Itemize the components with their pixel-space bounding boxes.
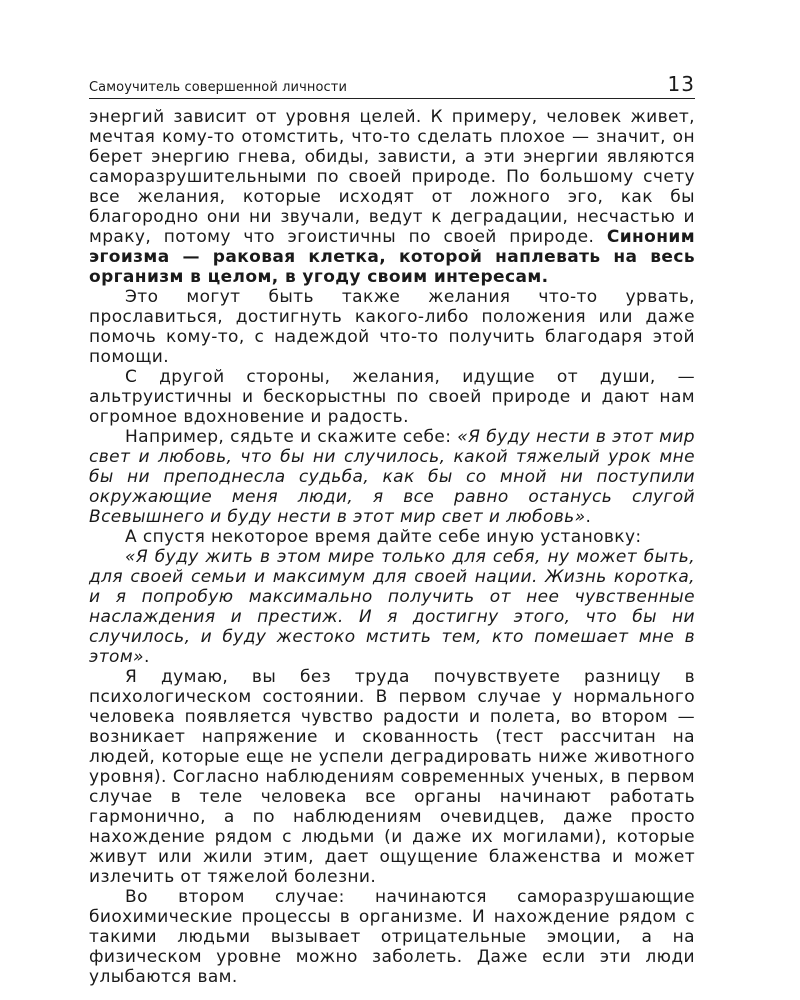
paragraph: [89, 547, 695, 667]
paragraph: [89, 367, 695, 427]
paragraph-text: С другой стороны, желания, идущие от души, — альтруистичны и бескорыстны по своей природе и дают нам огромное вдохновение и радость.: [89, 367, 695, 427]
paragraph: [89, 527, 695, 547]
paragraph-text: Во втором случае: начинаются саморазрушающие биохимические процессы в организме. И нахождение рядом с такими людьми вызывает отрицательные эмоции, а на физическом уровне можно заболеть. Даже если эти люди улыбаются вам.: [89, 887, 695, 987]
body-text: [89, 107, 695, 987]
page-number: 13: [667, 72, 695, 96]
paragraph: [89, 667, 695, 887]
paragraph: [89, 107, 695, 287]
paragraph-text: А спустя некоторое время дайте себе иную установку:: [125, 527, 642, 547]
paragraph-italic-quote: «Я буду нести в этот мир свет и любовь, что бы ни случилось, какой тяжелый урок мне бы ни преподнесла судьба, как бы со мной ни поступили окружающие меня люди, я все равно останусь слугой Всевышнего и буду нести в этот мир свет и любовь»: [89, 427, 695, 527]
paragraph-text: Я думаю, вы без труда почувствуете разницу в психологическом состоянии. В первом случае у нормального человека появляется чувство радости и полета, во втором — возникает напряжение и скованность (тест рассчитан на людей, которые еще не успели деградировать ниже животного уровня). Согласно наблюдениям современных ученых, в первом случае в теле человека все органы начинают работать гармонично, а по наблюдениям очевидцев, даже просто нахождение рядом с людьми (и даже их могилами), которые живут или жили этим, дает ощущение блаженства и может излечить от тяжелой болезни.: [89, 667, 695, 887]
paragraph-bold-text: Синоним эгоизма — раковая клетка, которой наплевать на весь организм в целом, в угоду своим интересам.: [89, 227, 695, 287]
paragraph-italic-quote: «Я буду жить в этом мире только для себя, ну может быть, для своей семьи и максимум для своей нации. Жизнь коротка, и я попробую максимально получить от нее чувственные наслаждения и престиж. И я достигну этого, что бы ни случилось, и буду жестоко мстить тем, кто помешает мне в этом»: [89, 547, 695, 667]
paragraph: [89, 887, 695, 987]
paragraph-text: Это могут быть также желания что-то урвать, прославиться, достигнуть какого-либо положения или даже помочь кому-то, с надеждой что-то получить благодаря этой помощи.: [89, 287, 695, 367]
running-header: [89, 72, 695, 99]
paragraph-text: Например, сядьте и скажите себе:: [125, 427, 458, 447]
paragraph: [89, 427, 695, 527]
paragraph-text: энергий зависит от уровня целей. К примеру, человек живет, мечтая кому-то отомстить, что-то сделать плохое — значит, он берет энергию гнева, обиды, зависти, а эти энергии являются саморазрушительными по своей природе. По большому счету все желания, которые исходят от ложного эго, как бы благородно они ни звучали, ведут к деградации, несчастью и мраку, потому что эгоистичны по своей природе.: [89, 107, 695, 247]
paragraph: [89, 287, 695, 367]
paragraph-punctuation: .: [143, 647, 150, 667]
book-page: [89, 72, 695, 987]
book-title: Самоучитель совершенной личности: [89, 80, 348, 95]
paragraph-punctuation: .: [585, 507, 592, 527]
